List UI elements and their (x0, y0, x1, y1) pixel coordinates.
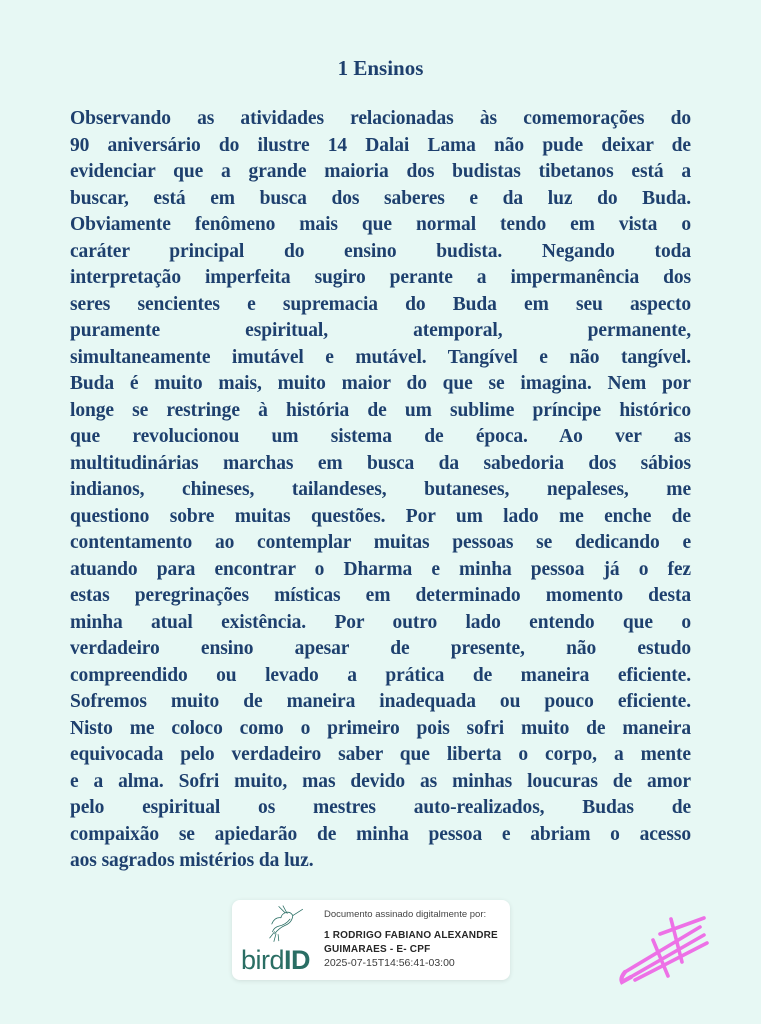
brand-bird-text: bird (241, 945, 285, 975)
text-line: contentamento ao contemplar muitas pessoas se dedicando e (70, 532, 691, 553)
text-line: verdadeiro ensino apesar de presente, não estudo (70, 638, 691, 659)
text-line: que revolucionou um sistema de época. Ao ver as (70, 426, 691, 447)
signatory-name-line2: GUIMARAES - E- CPF (324, 943, 431, 955)
body-paragraph (70, 106, 691, 875)
birdid-logo (232, 900, 324, 980)
text-line: Nisto me coloco como o primeiro pois sofri muito de maneira (70, 717, 691, 739)
birdid-wordmark (241, 947, 310, 974)
hummingbird-icon (262, 904, 304, 944)
brand-id-text: ID (284, 945, 311, 975)
text-line: 90 aniversário do ilustre 14 Dalai Lama não pude deixar de (70, 134, 691, 156)
text-line: buscar, está em busca dos saberes e da luz do Buda. (70, 187, 691, 209)
text-line: Obviamente fenômeno mais que normal tendo em vista o (70, 214, 691, 235)
signature-timestamp: 2025-07-15T14:56:41-03:00 (324, 957, 455, 969)
text-line: questiono sobre muitas questões. Por um lado me enche de (70, 505, 691, 527)
text-line: multitudinárias marchas em busca da sabedoria dos sábios (70, 452, 691, 474)
text-line: atuando para encontrar o Dharma e minha pessoa já o fez (70, 558, 691, 580)
signatory-name-line1: 1 RODRIGO FABIANO ALEXANDRE (324, 930, 498, 941)
text-line: aos sagrados mistérios da luz. (70, 850, 314, 871)
text-line: equivocada pelo verdadeiro saber que liberta o corpo, a mente (70, 744, 691, 765)
text-line: Buda é muito mais, muito maior do que se imagina. Nem por (70, 373, 691, 394)
text-line: e a alma. Sofri muito, mas devido as minhas loucuras de amor (70, 770, 691, 792)
text-line: puramente espiritual, atemporal, permanente, (70, 320, 691, 341)
text-line: Observando as atividades relacionadas às comemorações do (70, 108, 691, 129)
text-line: simultaneamente imutável e mutável. Tangível e não tangível. (70, 346, 691, 368)
text-line: minha atual existência. Por outro lado entendo que o (70, 611, 691, 633)
text-line: evidenciar que a grande maioria dos budistas tibetanos está a (70, 161, 691, 182)
text-line: pelo espiritual os mestres auto-realizados, Budas de (70, 797, 691, 818)
text-line: estas peregrinações místicas em determinado momento desta (70, 585, 691, 606)
text-line: caráter principal do ensino budista. Negando toda (70, 240, 691, 262)
signature-header: Documento assinado digitalmente por: (324, 909, 487, 920)
text-line: Sofremos muito de maneira inadequada ou pouco eficiente. (70, 691, 691, 712)
document-title: 1 Ensinos (337, 56, 424, 80)
text-line: compaixão se apiedarão de minha pessoa e abriam o acesso (70, 823, 691, 845)
text-line: interpretação imperfeita sugiro perante a impermanência dos (70, 267, 691, 288)
text-line: compreendido ou levado a prática de maneira eficiente. (70, 664, 691, 686)
signature-badge (232, 900, 510, 980)
signature-scribble (618, 910, 718, 988)
text-line: longe se restringe à história de um sublime príncipe histórico (70, 399, 691, 421)
text-line: seres sencientes e supremacia do Buda em seu aspecto (70, 293, 691, 315)
text-line: indianos, chineses, tailandeses, butaneses, nepaleses, me (70, 479, 691, 500)
signature-details (324, 900, 510, 980)
